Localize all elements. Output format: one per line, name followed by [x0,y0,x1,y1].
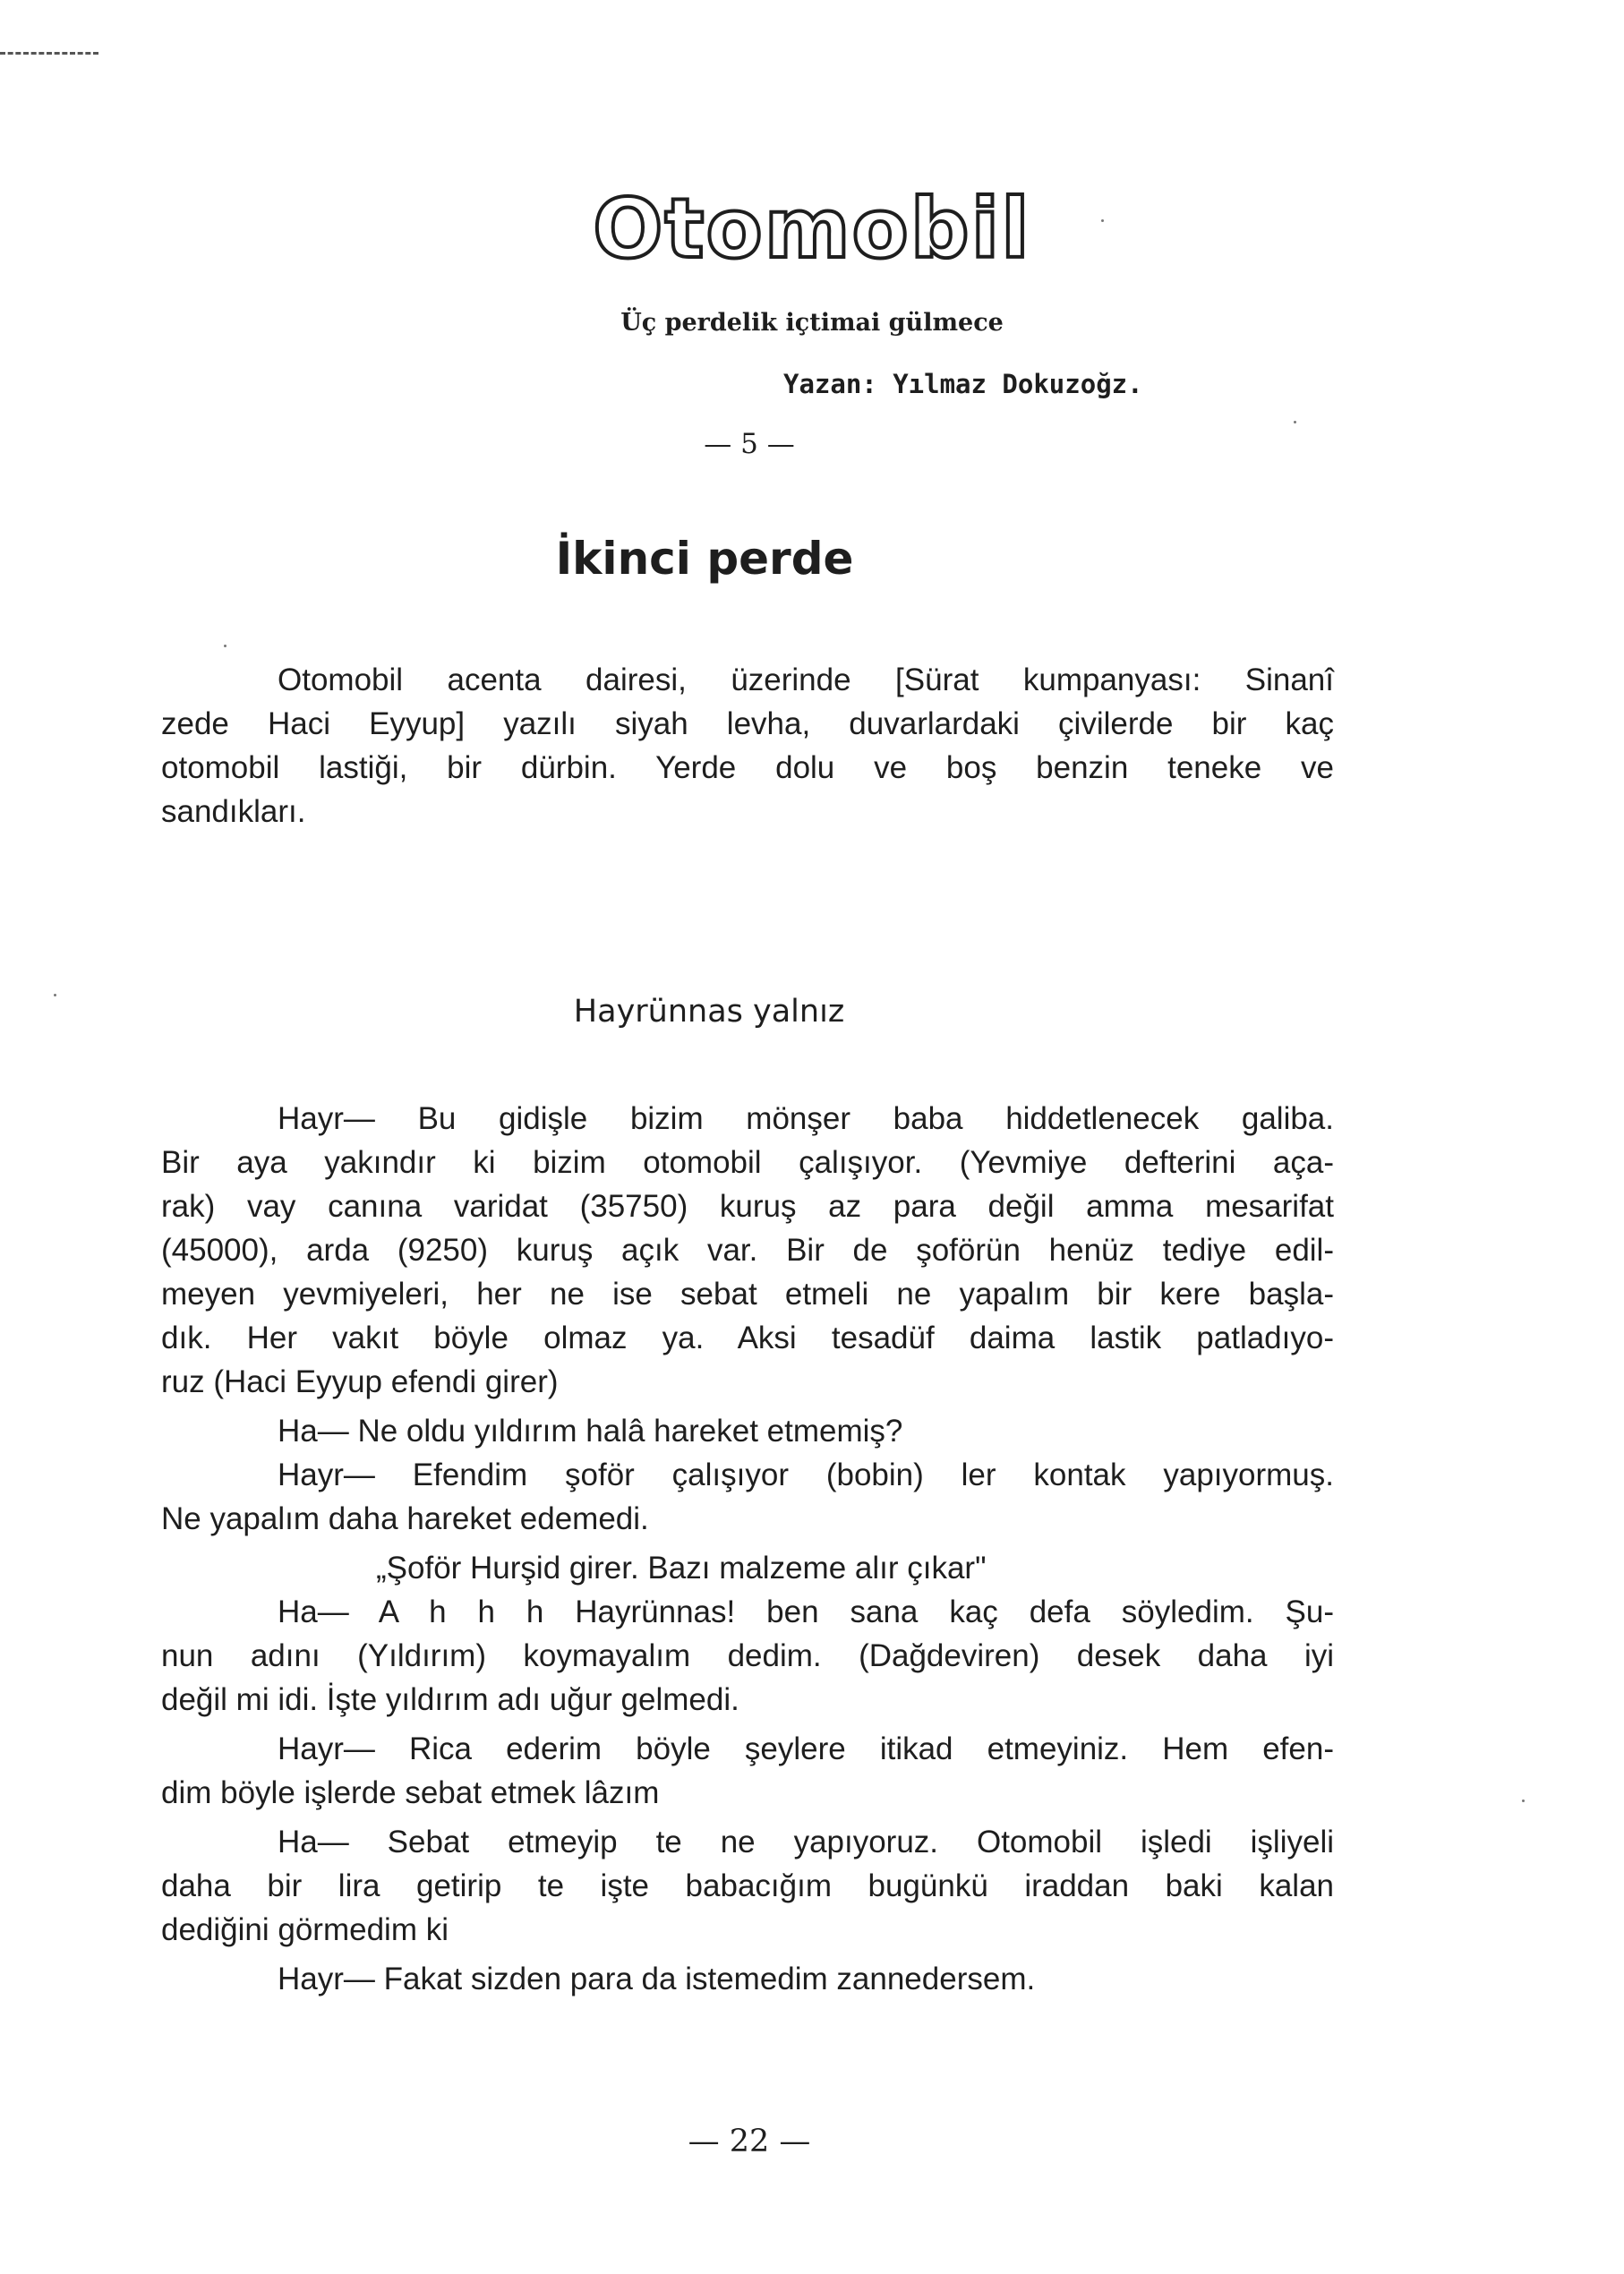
dialogue-line: Ha— A h h h Hayrünnas! ben sana kaç defa söyledim. Şu- [278,1594,1334,1629]
dialogue-line: dim böyle işlerde sebat etmek lâzım [161,1775,660,1810]
stage-direction-line: sandıkları. [161,794,306,829]
stage-direction-line: otomobil lastiği, bir dürbin. Yerde dolu ve boş benzin teneke ve [161,750,1334,785]
scan-speck [1294,421,1296,423]
dialogue-line: Hayr— Bu gidişle bizim mönşer baba hiddetlenecek galiba. [278,1101,1334,1136]
dialogue-line: Bir aya yakındır ki bizim otomobil çalışıyor. (Yevmiye defterini aça- [161,1145,1334,1180]
scan-speck [224,645,227,647]
part-number: — 5 — [704,428,795,460]
dialogue-body [161,1097,1334,2001]
stage-direction [161,658,1334,834]
page-number: — 22 — [688,2124,811,2159]
act-title: İkinci perde [555,533,854,585]
dialogue-line: Ha— Ne oldu yıldırım halâ hareket etmemiş? [278,1414,903,1449]
author-line: Yazan: Yılmaz Dokuzoğz. [783,369,1143,399]
dialogue-line: dık. Her vakıt böyle olmaz ya. Aksi tesadüf daima lastik patladıyo- [161,1321,1334,1355]
dialogue-line: ruz (Haci Eyyup efendi girer) [161,1364,559,1399]
scene-header: Hayrünnas yalnız [573,994,845,1030]
stage-direction-line: Otomobil acenta dairesi, üzerinde [Sürat kumpanyası: Sinanî [278,663,1334,697]
scan-speck [54,994,56,996]
dialogue-line: daha bir lira getirip te işte babacığım bugünkü iraddan baki kalan [161,1868,1334,1903]
document-title: Otomobil [593,181,1031,277]
dialogue-line: (45000), arda (9250) kuruş açık var. Bir de şoförün henüz tediye edil- [161,1233,1334,1268]
dialogue-line: „Şoför Hurşid girer. Bazı malzeme alır çıkar" [376,1551,987,1586]
dialogue-line: rak) vay canına varidat (35750) kuruş az para değil amma mesarifat [161,1189,1334,1224]
document-subtitle: Üç perdelik içtimai gülmece [620,309,1004,337]
dialogue-line: Ha— Sebat etmeyip te ne yapıyoruz. Otomobil işledi işliyeli [278,1825,1334,1859]
dialogue-line: Hayr— Fakat sizden para da istemedim zannedersem. [278,1962,1036,1996]
dialogue-line: Hayr— Efendim şoför çalışıyor (bobin) ler kontak yapıyormuş. [278,1458,1334,1492]
scan-speck [1522,1800,1525,1802]
dialogue-line: meyen yevmiyeleri, her ne ise sebat etmeli ne yapalım bir kere başla- [161,1277,1334,1312]
dialogue-line: Hayr— Rica ederim böyle şeylere itikad etmeyiniz. Hem efen- [278,1731,1334,1766]
scan-speck [1101,219,1104,222]
dialogue-line: değil mi idi. İşte yıldırım adı uğur gelmedi. [161,1682,739,1717]
scan-corner-mark [0,52,98,55]
stage-direction-line: zede Haci Eyyup] yazılı siyah levha, duvarlardaki çivilerde bir kaç [161,706,1334,741]
dialogue-line: dediğini görmedim ki [161,1912,449,1947]
dialogue-line: Ne yapalım daha hareket edemedi. [161,1501,649,1536]
dialogue-line: nun adını (Yıldırım) koymayalım dedim. (Dağdeviren) desek daha iyi [161,1638,1334,1673]
